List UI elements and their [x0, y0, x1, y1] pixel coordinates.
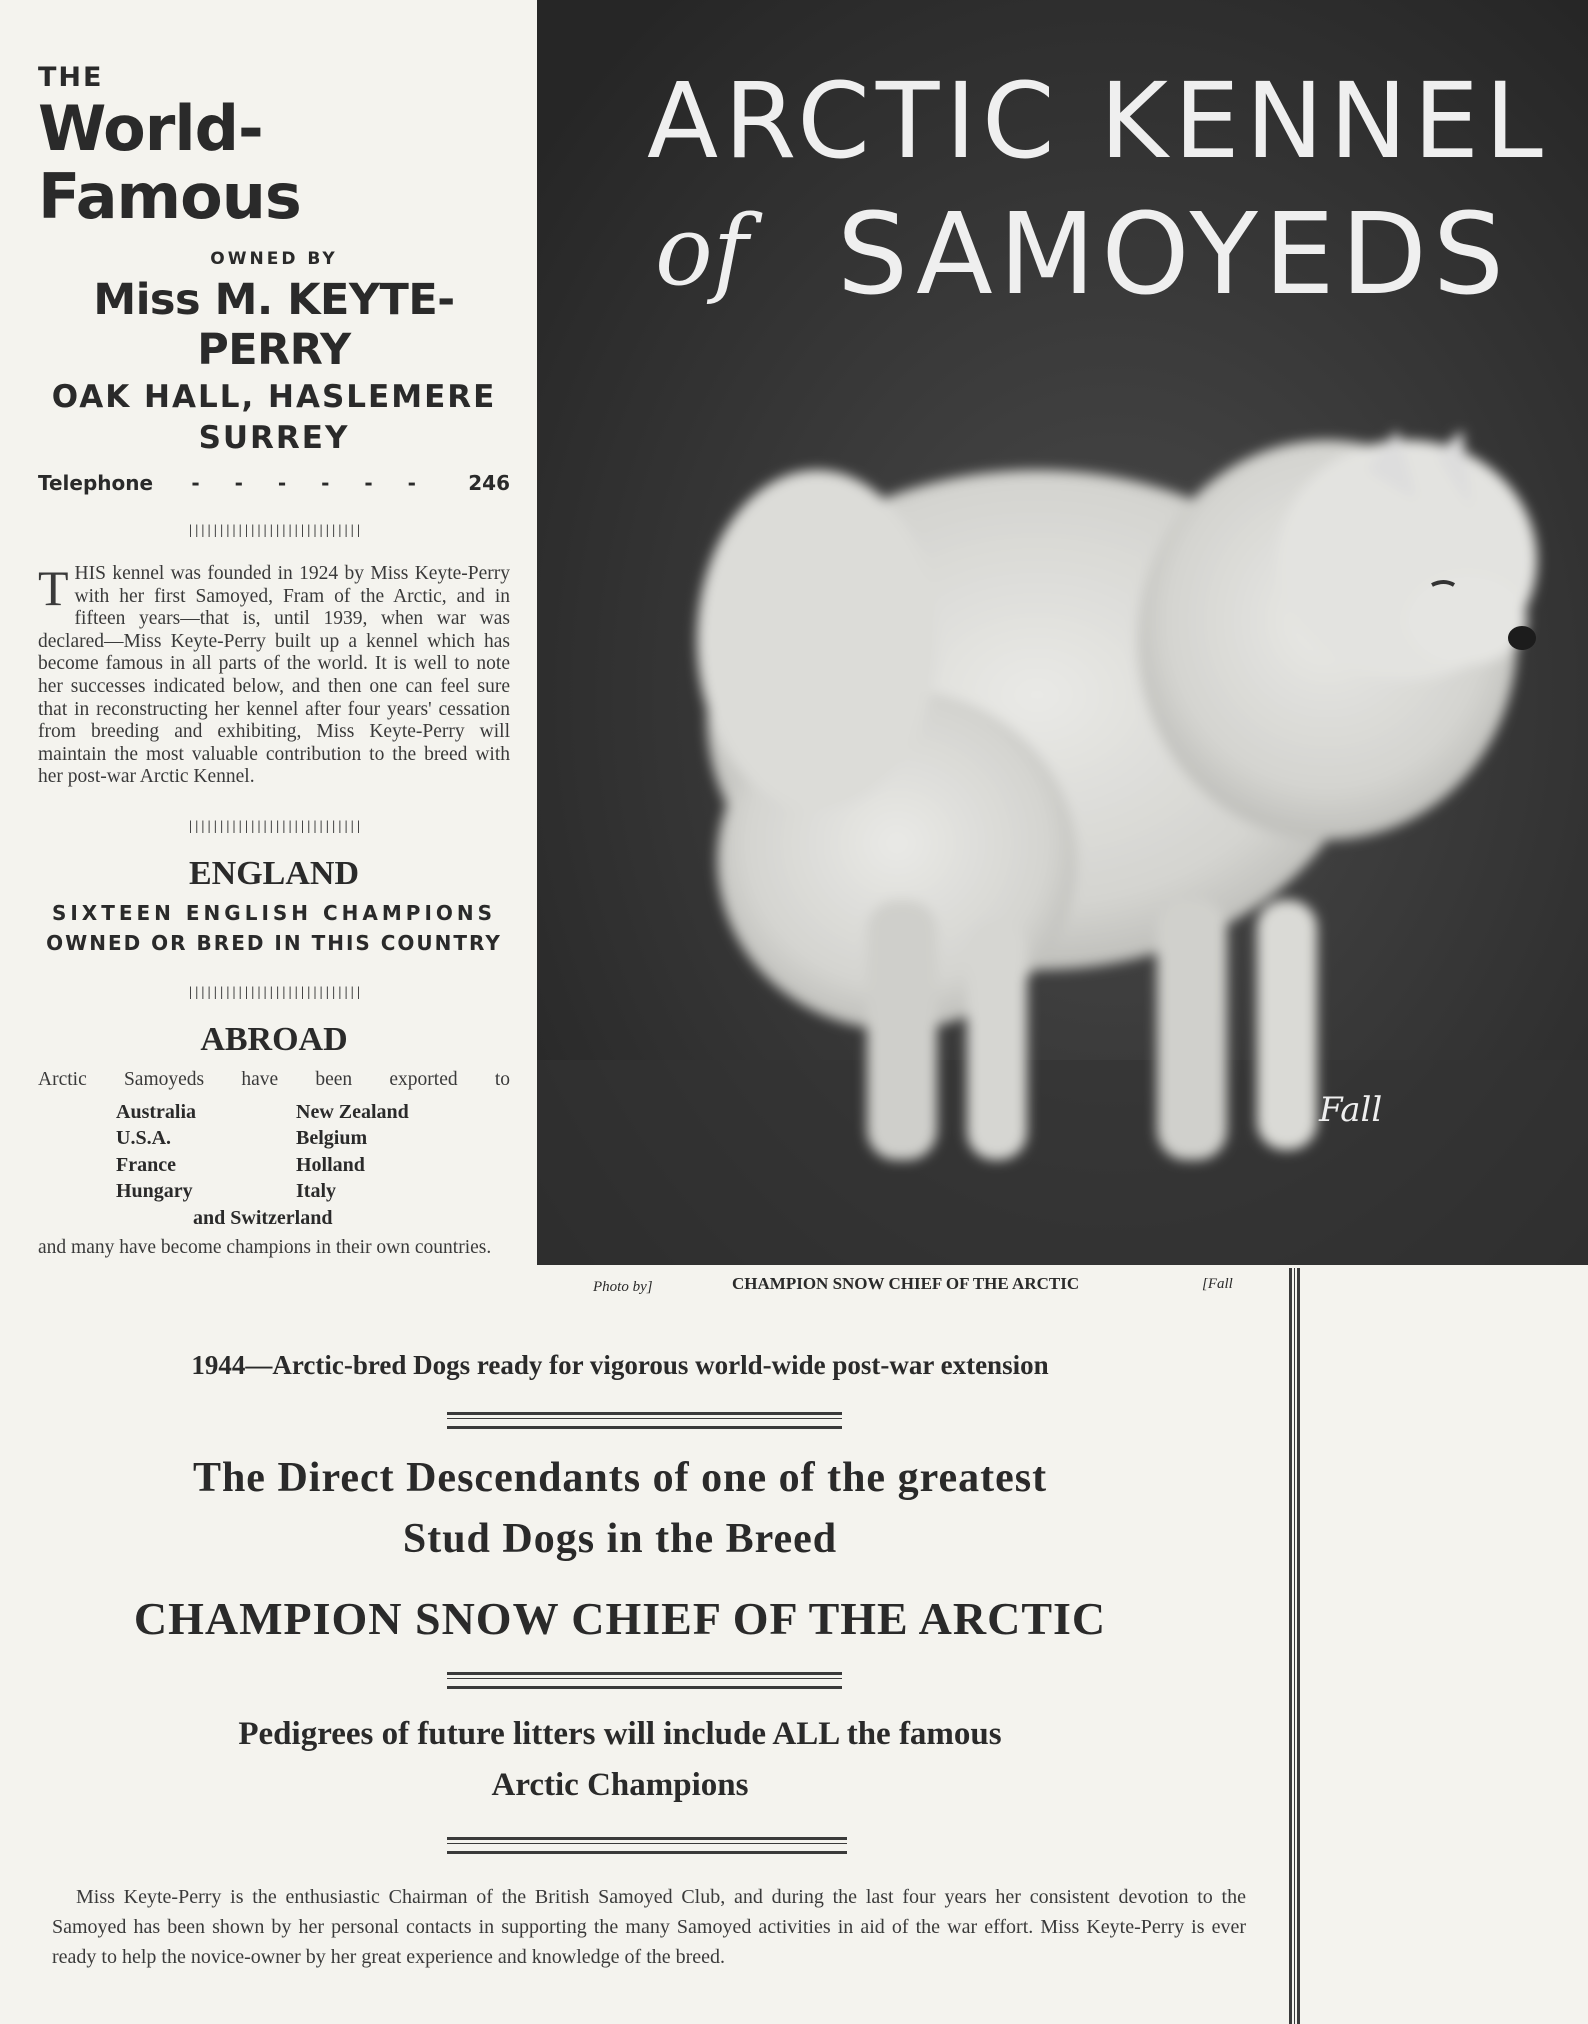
divider: ||||||||||||||||||||||||||||: [186, 818, 362, 833]
bottom-line1: 1944—Arctic-bred Dogs ready for vigorous world-wide post-war extension: [191, 1350, 1049, 1380]
telephone-number: 246: [468, 471, 510, 495]
intro-text: HIS kennel was founded in 1924 by Miss Keyte-Perry with her first Samoyed, Fram of the Arctic, and in fifteen years—that is, until 1939, when war was declared—Miss Keyte-Perry built up a kennel which has become famous in all parts of the world. It is well to note her successes indicated below, and then one can feel sure that in reconstructing her kennel after four years' cessation from breeding and exhibiting, Miss Keyte-Perry will maintain the most valuable contribution to the breed with her post-war Arctic Kennel.: [38, 563, 510, 788]
country-item: Italy: [296, 1180, 336, 1203]
header-world-famous: World-Famous: [38, 92, 301, 233]
abroad-heading: ABROAD: [200, 1020, 348, 1058]
divider: ||||||||||||||||||||||||||||: [186, 523, 362, 537]
telephone-dashes: - - - - - -: [191, 471, 430, 495]
triple-rule: [447, 1412, 842, 1429]
photo-photographer: [Fall: [1202, 1276, 1233, 1292]
address-line2: SURREY: [198, 420, 350, 456]
abroad-outro: and many have become champions in their own countries.: [38, 1236, 492, 1258]
telephone-label: Telephone: [38, 471, 154, 495]
england-line1: SIXTEEN ENGLISH CHAMPIONS: [51, 900, 497, 925]
country-item: Holland: [296, 1153, 365, 1176]
bottom-line2b: Stud Dogs in the Breed: [402, 1516, 838, 1562]
owned-by-label: OWNED BY: [210, 249, 338, 269]
title-of: of: [655, 195, 749, 307]
bottom-line2a: The Direct Descendants of one of the greatest: [192, 1455, 1048, 1501]
left-column: [38, 62, 510, 1261]
country-list: [116, 1099, 510, 1205]
bottom-line4b: Arctic Champions: [491, 1767, 749, 1803]
closing-paragraph: Miss Keyte-Perry is the enthusiastic Chairman of the British Samoyed Club, and during the last four years her consistent devotion to the Samoyed has been shown by her personal contacts in supporting the many Samoyed activities in aid of the war effort. Miss Keyte-Perry is ever ready to help the novice-owner by her great experience and knowledge of the breed.: [52, 1886, 1246, 1968]
intro-paragraph: [38, 560, 510, 789]
divider: ||||||||||||||||||||||||||||: [186, 984, 362, 999]
title-line1: ARCTIC KENNEL: [647, 60, 1549, 182]
country-last: and Switzerland: [193, 1206, 333, 1229]
triple-rule: [447, 1672, 842, 1689]
country-item: Belgium: [296, 1127, 368, 1150]
england-line2: OWNED OR BRED IN THIS COUNTRY: [46, 930, 502, 955]
england-heading: ENGLAND: [188, 854, 360, 892]
address-line1: OAK HALL, HASLEMERE: [51, 379, 497, 415]
bottom-line3: CHAMPION SNOW CHIEF OF THE ARCTIC: [133, 1593, 1107, 1644]
country-item: Australia: [116, 1100, 196, 1123]
vertical-rule-inner: [1294, 1268, 1295, 2024]
telephone-row: [38, 471, 510, 495]
photo-credit: Photo by]: [593, 1279, 653, 1295]
photo-panel: [537, 0, 1588, 1265]
intro-dropcap: T: [38, 560, 69, 616]
country-item: New Zealand: [296, 1100, 409, 1123]
bottom-line4a: Pedigrees of future litters will include ALL the famous: [238, 1716, 1002, 1752]
country-item: U.S.A.: [116, 1127, 172, 1150]
photo-caption: CHAMPION SNOW CHIEF OF THE ARCTIC: [732, 1274, 1080, 1293]
country-item: Hungary: [116, 1180, 193, 1203]
owner-name: Miss M. KEYTE-PERRY: [93, 275, 455, 375]
title-line2: SAMOYEDS: [837, 190, 1510, 320]
abroad-intro: Arctic Samoyeds have been exported to: [38, 1068, 510, 1090]
triple-rule: [447, 1837, 847, 1854]
country-item: France: [116, 1153, 176, 1176]
photo-signature: Fall: [1319, 1090, 1383, 1130]
header-the: THE: [38, 62, 104, 93]
